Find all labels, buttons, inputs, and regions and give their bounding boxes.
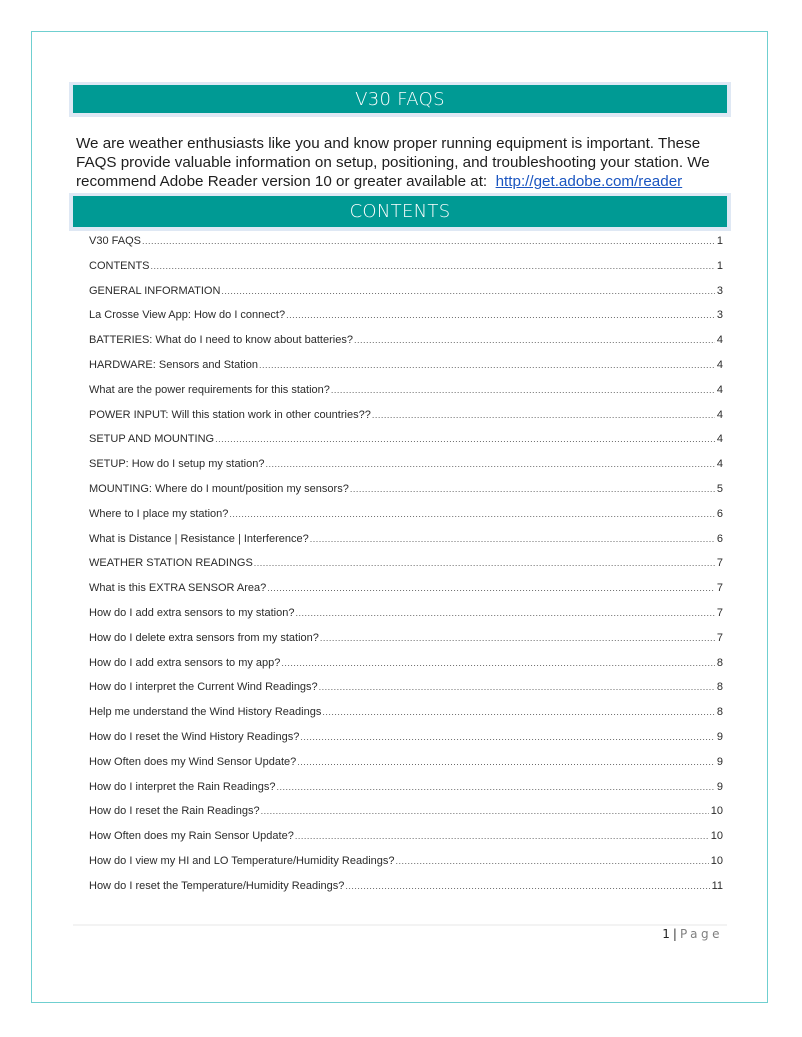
toc-entry[interactable] <box>89 706 723 731</box>
contents-heading: CONTENTS <box>73 196 727 227</box>
toc-entry-label[interactable]: How do I view my HI and LO Temperature/Humidity Readings? <box>89 854 395 867</box>
toc-entry[interactable] <box>89 830 723 855</box>
toc-entry[interactable] <box>89 260 723 285</box>
toc-entry[interactable] <box>89 607 723 632</box>
toc-entry-page[interactable]: 8 <box>716 656 723 669</box>
toc-leader-dots <box>310 534 715 544</box>
contents-banner <box>69 193 731 231</box>
toc-entry-page[interactable]: 5 <box>716 482 723 495</box>
toc-entry-page[interactable]: 7 <box>716 582 723 595</box>
toc-leader-dots <box>221 286 714 296</box>
toc-entry-label[interactable]: How do I add extra sensors to my app? <box>89 656 281 669</box>
toc-entry-label[interactable]: Help me understand the Wind History Readings <box>89 706 322 719</box>
toc-entry-label[interactable]: La Crosse View App: How do I connect? <box>89 309 286 322</box>
page-number: 1 <box>662 927 670 941</box>
toc-entry-page[interactable]: 4 <box>716 433 723 446</box>
toc-leader-dots <box>350 484 715 494</box>
toc-entry[interactable] <box>89 409 723 434</box>
toc-entry-page[interactable]: 1 <box>716 235 723 247</box>
toc-entry-page[interactable]: 6 <box>716 532 723 545</box>
toc-entry-label[interactable]: What are the power requirements for this station? <box>89 383 330 396</box>
toc-entry[interactable] <box>89 285 723 310</box>
toc-entry-label[interactable]: Where to I place my station? <box>89 507 229 520</box>
toc-entry-page[interactable]: 4 <box>716 458 723 471</box>
toc-entry-label[interactable]: How do I reset the Rain Readings? <box>89 805 260 818</box>
toc-leader-dots <box>319 682 715 692</box>
toc-entry-label[interactable]: What is this EXTRA SENSOR Area? <box>89 582 267 595</box>
toc-leader-dots <box>229 509 714 519</box>
toc-leader-dots <box>254 558 715 568</box>
toc-entry[interactable] <box>89 657 723 682</box>
toc-entry-page[interactable]: 10 <box>710 830 723 843</box>
toc-entry-page[interactable]: 9 <box>716 730 723 743</box>
toc-entry[interactable] <box>89 681 723 706</box>
toc-entry-label[interactable]: How Often does my Rain Sensor Update? <box>89 830 294 843</box>
toc-entry-label[interactable]: What is Distance | Resistance | Interference? <box>89 532 309 545</box>
document-title: V30 FAQS <box>73 85 727 113</box>
toc-entry[interactable] <box>89 731 723 756</box>
page-footer <box>662 927 723 941</box>
toc-entry-label[interactable]: How Often does my Wind Sensor Update? <box>89 755 297 768</box>
toc-entry[interactable] <box>89 359 723 384</box>
toc-entry[interactable] <box>89 756 723 781</box>
toc-entry[interactable] <box>89 557 723 582</box>
toc-entry[interactable] <box>89 235 723 260</box>
toc-entry-label[interactable]: WEATHER STATION READINGS <box>89 557 253 570</box>
toc-entry[interactable] <box>89 433 723 458</box>
toc-entry-label[interactable]: How do I interpret the Current Wind Readings? <box>89 681 318 694</box>
toc-entry-label[interactable]: How do I reset the Temperature/Humidity Readings? <box>89 879 345 892</box>
toc-leader-dots <box>345 881 709 891</box>
toc-entry[interactable] <box>89 458 723 483</box>
toc-entry-label[interactable]: SETUP: How do I setup my station? <box>89 458 265 471</box>
toc-entry-page[interactable]: 4 <box>716 383 723 396</box>
footer-separator: | <box>672 927 677 941</box>
toc-entry[interactable] <box>89 384 723 409</box>
toc-leader-dots <box>142 236 715 246</box>
toc-entry-label[interactable]: V30 FAQS <box>89 235 141 247</box>
toc-entry[interactable] <box>89 483 723 508</box>
toc-entry-page[interactable]: 7 <box>716 557 723 570</box>
toc-leader-dots <box>297 757 715 767</box>
toc-entry[interactable] <box>89 508 723 533</box>
toc-entry-page[interactable]: 1 <box>716 259 723 272</box>
toc-entry-page[interactable]: 4 <box>716 408 723 421</box>
footer-divider <box>73 924 727 926</box>
toc-leader-dots <box>215 434 715 444</box>
toc-entry[interactable] <box>89 855 723 880</box>
toc-entry-label[interactable]: CONTENTS <box>89 259 150 272</box>
toc-entry-label[interactable]: How do I add extra sensors to my station? <box>89 606 295 619</box>
toc-entry-page[interactable]: 11 <box>711 879 723 892</box>
intro-paragraph <box>76 134 736 191</box>
toc-leader-dots <box>277 782 715 792</box>
intro-text: We are weather enthusiasts like you and know proper running equipment is important. These FAQS provide valuable information on setup, positioning, and troubleshooting your station. We recommend Adobe Reader version 10 or greater available at: <box>76 135 710 190</box>
toc-entry-page[interactable]: 4 <box>716 358 723 371</box>
toc-entry-label[interactable]: POWER INPUT: Will this station work in other countries?? <box>89 408 371 421</box>
toc-leader-dots <box>372 410 715 420</box>
toc-entry-page[interactable]: 3 <box>716 284 723 297</box>
toc-entry-page[interactable]: 10 <box>710 805 723 818</box>
toc-entry-label[interactable]: MOUNTING: Where do I mount/position my sensors? <box>89 482 349 495</box>
toc-entry[interactable] <box>89 781 723 806</box>
toc-leader-dots <box>331 385 715 395</box>
toc-entry-page[interactable]: 10 <box>710 854 723 867</box>
toc-entry[interactable] <box>89 334 723 359</box>
toc-entry[interactable] <box>89 805 723 830</box>
toc-entry-label[interactable]: BATTERIES: What do I need to know about batteries? <box>89 334 353 347</box>
toc-entry-page[interactable]: 7 <box>716 631 723 644</box>
toc-entry[interactable] <box>89 880 723 905</box>
toc-entry-label[interactable]: GENERAL INFORMATION <box>89 284 221 297</box>
toc-leader-dots <box>322 707 715 717</box>
toc-leader-dots <box>354 335 715 345</box>
toc-entry-page[interactable]: 7 <box>716 606 723 619</box>
toc-leader-dots <box>261 806 709 816</box>
toc-entry-label[interactable]: HARDWARE: Sensors and Station <box>89 358 258 371</box>
toc-leader-dots <box>320 633 715 643</box>
toc-entry[interactable] <box>89 309 723 334</box>
adobe-reader-link[interactable]: http://get.adobe.com/reader <box>495 173 683 190</box>
toc-entry-label[interactable]: SETUP AND MOUNTING <box>89 433 215 446</box>
toc-entry-page[interactable]: 9 <box>716 780 723 793</box>
title-banner <box>69 82 731 117</box>
toc-entry[interactable] <box>89 533 723 558</box>
toc-entry-label[interactable]: How do I delete extra sensors from my station? <box>89 631 319 644</box>
page-label: Page <box>679 927 723 941</box>
toc-entry-page[interactable]: 3 <box>716 309 723 322</box>
toc-entry-page[interactable]: 8 <box>716 681 723 694</box>
toc-entry[interactable] <box>89 582 723 607</box>
toc-entry-label[interactable]: How do I interpret the Rain Readings? <box>89 780 276 793</box>
toc-leader-dots <box>267 583 715 593</box>
toc-leader-dots <box>300 732 715 742</box>
toc-entry-page[interactable]: 6 <box>716 507 723 520</box>
toc-leader-dots <box>151 261 715 271</box>
toc-entry-label[interactable]: How do I reset the Wind History Readings? <box>89 730 300 743</box>
toc-leader-dots <box>295 831 709 841</box>
toc-entry[interactable] <box>89 632 723 657</box>
toc-leader-dots <box>396 856 709 866</box>
toc-leader-dots <box>281 658 714 668</box>
toc-entry-page[interactable]: 4 <box>716 334 723 347</box>
table-of-contents <box>89 235 723 905</box>
toc-leader-dots <box>265 459 714 469</box>
toc-leader-dots <box>259 360 715 370</box>
toc-entry-page[interactable]: 8 <box>716 706 723 719</box>
toc-leader-dots <box>295 608 714 618</box>
toc-entry-page[interactable]: 9 <box>716 755 723 768</box>
toc-leader-dots <box>286 310 715 320</box>
